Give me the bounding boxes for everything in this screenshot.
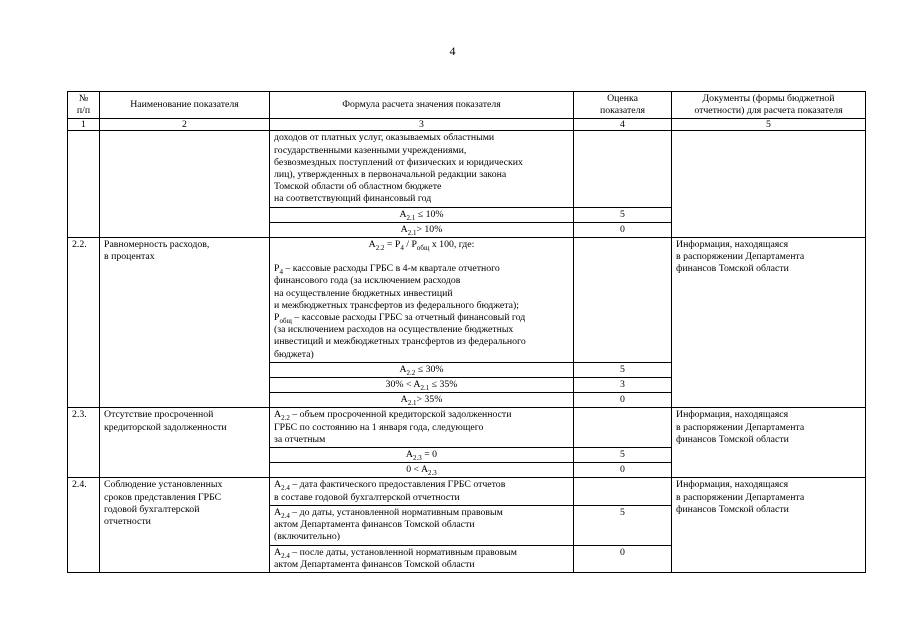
- column-numbers-row: [68, 119, 866, 131]
- condition-score: 5: [574, 362, 672, 377]
- table-header-row: [68, 92, 866, 119]
- column-number: 4: [574, 119, 672, 131]
- condition: $A_{2.2} \le 30\%$: [270, 362, 574, 377]
- table-row: [68, 238, 866, 363]
- page-number: 4: [449, 44, 456, 58]
- indicator-definition: $A_{2.2}$ – объем просроченной кредиторской задолженности ГРБС по состоянию на 1 января года, следующего за отчетным: [270, 408, 574, 448]
- condition-score: 0: [574, 545, 672, 572]
- formula-line: $A_{2.2} = P_4 / P_{общ}$ x 100, где:: [368, 239, 475, 252]
- condition-score: 5: [574, 505, 672, 545]
- cell-docs-empty: [672, 131, 866, 238]
- cell-score-empty: [574, 408, 672, 448]
- cell-score-empty: [574, 131, 672, 207]
- indicator-name: Отсутствие просроченной кредиторской задолженности: [100, 408, 270, 478]
- cell-score-empty: [574, 238, 672, 363]
- condition-score: 5: [574, 207, 672, 222]
- column-number: 5: [672, 119, 866, 131]
- indicator-num: 2.3.: [68, 408, 100, 478]
- condition: $0 < A_{2.3}$: [270, 463, 574, 478]
- condition: $A_{2.1} \le 10\%$: [270, 207, 574, 222]
- column-number: 3: [270, 119, 574, 131]
- condition-score: 0: [574, 463, 672, 478]
- condition: $30\% < A_{2.1} \le 35\%$: [270, 378, 574, 393]
- header-num: № п/п: [68, 92, 100, 119]
- indicator-definition: $A_{2.4}$ – дата фактического предоставления ГРБС отчетов в составе годовой бухгалтерской отчетности: [270, 478, 574, 505]
- condition: $A_{2.3} = 0$: [270, 448, 574, 463]
- header-score: Оценка показателя: [574, 92, 672, 119]
- indicators-table: [67, 91, 866, 573]
- condition-score: 3: [574, 378, 672, 393]
- table-row: [68, 478, 866, 505]
- condition: $A_{2.1}> 35\%$: [270, 393, 574, 408]
- indicator-docs: Информация, находящаяся в распоряжении Департамента финансов Томской области: [672, 408, 866, 478]
- column-number: 2: [100, 119, 270, 131]
- header-name: Наименование показателя: [100, 92, 270, 119]
- condition: $A_{2.4}$ – после даты, установленной нормативным правовым актом Департамента финансов Томской области: [270, 545, 574, 572]
- indicator-name: Соблюдение установленных сроков представления ГРБС годовой бухгалтерской отчетности: [100, 478, 270, 572]
- condition-score: 5: [574, 448, 672, 463]
- indicator-docs: Информация, находящаяся в распоряжении Департамента финансов Томской области: [672, 478, 866, 572]
- table-row: [68, 131, 866, 207]
- cell-num-empty: [68, 131, 100, 238]
- column-number: 1: [68, 119, 100, 131]
- indicator-name: Равномерность расходов, в процентах: [100, 238, 270, 408]
- table-row: [68, 408, 866, 448]
- condition-score: 0: [574, 222, 672, 237]
- formula-pall-definition: $P_{общ}$ – кассовые расходы ГРБС за отчетный финансовый год (за исключением расходов на осуществление бюджетных инвестиций и межбюджетных трансфертов из федерального бюджета): [274, 312, 526, 360]
- cell-score-empty: [574, 478, 672, 505]
- cell-name-empty: [100, 131, 270, 238]
- indicator-docs: Информация, находящаяся в распоряжении Департамента финансов Томской области: [672, 238, 866, 408]
- header-docs: Документы (формы бюджетной отчетности) для расчета показателя: [672, 92, 866, 119]
- formula-p4-definition: $P_4$ – кассовые расходы ГРБС в 4-м квартале отчетного финансового года (за исключением расходов на осуществление бюджетных инвестиций и межбюджетных трансфертов из федерального бюджета);: [274, 263, 519, 311]
- indicator-formula: [270, 238, 574, 363]
- indicator-num: 2.2.: [68, 238, 100, 408]
- continuation-text: доходов от платных услуг, оказываемых областными государственными казенными учреждениями, безвозмездных поступлений от физических и юридических лиц), утвержденных в первоначальной редакции закона Томской области об областном бюджете на соответствующий финансовый год: [270, 131, 574, 207]
- condition: $A_{2.1}> 10\%$: [270, 222, 574, 237]
- header-formula: Формула расчета значения показателя: [270, 92, 574, 119]
- indicator-num: 2.4.: [68, 478, 100, 572]
- condition: $A_{2.4}$ – до даты, установленной нормативным правовым актом Департамента финансов Томской области (включительно): [270, 505, 574, 545]
- condition-score: 0: [574, 393, 672, 408]
